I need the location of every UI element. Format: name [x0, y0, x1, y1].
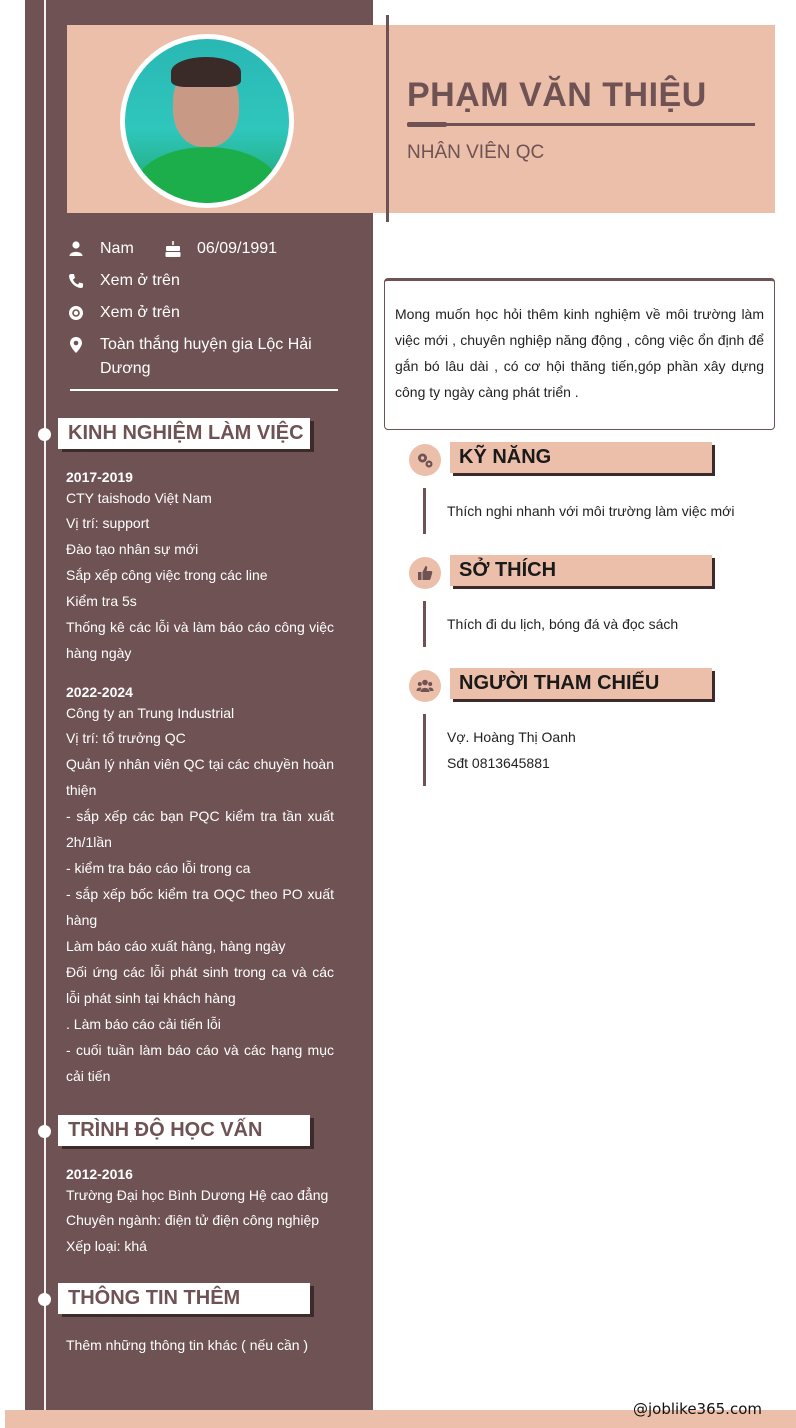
avatar — [120, 34, 294, 208]
section-bar — [423, 601, 426, 647]
section-title-additional: THÔNG TIN THÊM — [58, 1283, 310, 1314]
job-line: - sắp xếp các bạn PQC kiểm tra tần xuất 2h/1lần — [66, 808, 334, 850]
thumbs-up-icon — [416, 564, 434, 582]
reference-line: Vợ. Hoàng Thị Oanh — [447, 729, 576, 745]
full-name: PHẠM VĂN THIỆU — [407, 76, 707, 114]
reference-line: Sđt 0813645881 — [447, 755, 550, 771]
section-title-education: TRÌNH ĐỘ HỌC VẤN — [58, 1115, 310, 1146]
gears-icon — [416, 451, 434, 469]
job-line: - kiểm tra báo cáo lỗi trong ca — [66, 860, 251, 876]
education-details — [66, 1184, 334, 1259]
watermark: @joblike365.com — [632, 1400, 762, 1418]
at-sign-icon — [67, 304, 85, 322]
job-line: - cuối tuần làm báo cáo và các hạng mục cải tiến — [66, 1042, 334, 1084]
job-line: Quản lý nhân viên QC tại các chuyền hoàn thiện — [66, 756, 334, 798]
birthday-row — [164, 237, 314, 261]
gender-row — [67, 237, 167, 261]
education-years: 2012-2016 — [66, 1166, 133, 1182]
education-line: Chuyên ngành: điện tử điện công nghiệp — [66, 1212, 320, 1228]
timeline-dot — [38, 1293, 51, 1306]
location-pin-icon — [67, 336, 85, 354]
hobbies-icon-badge — [409, 557, 441, 589]
job-details — [66, 487, 334, 666]
name-underline-accent — [407, 122, 447, 127]
gender-text: Nam — [100, 240, 134, 257]
experience-content — [66, 464, 334, 1089]
career-objective: Mong muốn học hỏi thêm kinh nghiệm về môi trường làm việc mới , chuyên nghiệp năng động , công việc ổn định để gắn bó lâu dài , có cơ hội thăng tiến,góp phần xây dựng công ty ngày càng phát triển . — [384, 278, 775, 430]
email-row — [67, 301, 327, 325]
job-line: Vị trí: support — [66, 515, 150, 531]
section-title-experience: KINH NGHIỆM LÀM VIỆC — [58, 418, 310, 449]
job-years: 2022-2024 — [66, 684, 133, 700]
job-line: Vị trí: tổ trưởng QC — [66, 730, 186, 746]
job-line: - sắp xếp bốc kiểm tra OQC theo PO xuất hàng — [66, 886, 334, 928]
skills-text: Thích nghi nhanh với môi trường làm việc mới — [447, 503, 735, 519]
job-line: CTY taishodo Việt Nam — [66, 490, 212, 506]
job-position: NHÂN VIÊN QC — [407, 142, 545, 163]
job-line: Công ty an Trung Industrial — [66, 705, 235, 721]
job-line: Đối ứng các lỗi phát sinh trong ca và các lỗi phát sinh tại khách hàng — [66, 964, 334, 1006]
job-line: Thống kê các lỗi và làm báo cáo công việc hàng ngày — [66, 619, 334, 661]
job-line: . Làm báo cáo cải tiến lỗi — [66, 1016, 221, 1032]
address-row — [67, 333, 337, 381]
email-text: Xem ở trên — [100, 304, 180, 321]
job-line: Sắp xếp công việc trong các line — [66, 567, 268, 583]
section-title-references: NGƯỜI THAM CHIẾU — [450, 668, 712, 699]
timeline-dot — [38, 428, 51, 441]
birthday-text: 06/09/1991 — [197, 240, 278, 257]
user-icon — [67, 240, 85, 258]
timeline-dot — [38, 1125, 51, 1138]
name-underline — [407, 123, 755, 126]
job-line: Kiểm tra 5s — [66, 593, 137, 609]
section-bar — [423, 714, 426, 786]
section-bar — [423, 488, 426, 534]
timeline-line — [44, 0, 46, 1428]
education-line: Xếp loại: khá — [66, 1238, 147, 1254]
section-title-skills: KỸ NĂNG — [450, 442, 712, 473]
additional-text: Thêm những thông tin khác ( nếu cần ) — [66, 1337, 309, 1353]
hobbies-text: Thích đi du lịch, bóng đá và đọc sách — [447, 616, 679, 632]
skills-icon-badge — [409, 444, 441, 476]
header-divider — [386, 15, 389, 222]
section-title-hobbies: SỞ THÍCH — [450, 555, 712, 586]
references-icon-badge — [409, 670, 441, 702]
address-text: Toàn thắng huyện gia Lộc Hải Dương — [100, 336, 312, 377]
education-line: Trường Đại học Bình Dương Hệ cao đẳng — [66, 1187, 329, 1203]
phone-icon — [67, 272, 85, 290]
education-content — [66, 1161, 334, 1259]
phone-text: Xem ở trên — [100, 272, 180, 289]
birthday-cake-icon — [164, 240, 182, 258]
phone-row — [67, 269, 327, 293]
job-line: Đào tạo nhân sự mới — [66, 541, 199, 557]
job-details — [66, 702, 334, 1089]
people-icon — [416, 677, 434, 695]
job-years: 2017-2019 — [66, 469, 133, 485]
job-line: Làm báo cáo xuất hàng, hàng ngày — [66, 938, 286, 954]
contact-separator — [70, 389, 338, 391]
avatar-photo — [125, 39, 289, 203]
